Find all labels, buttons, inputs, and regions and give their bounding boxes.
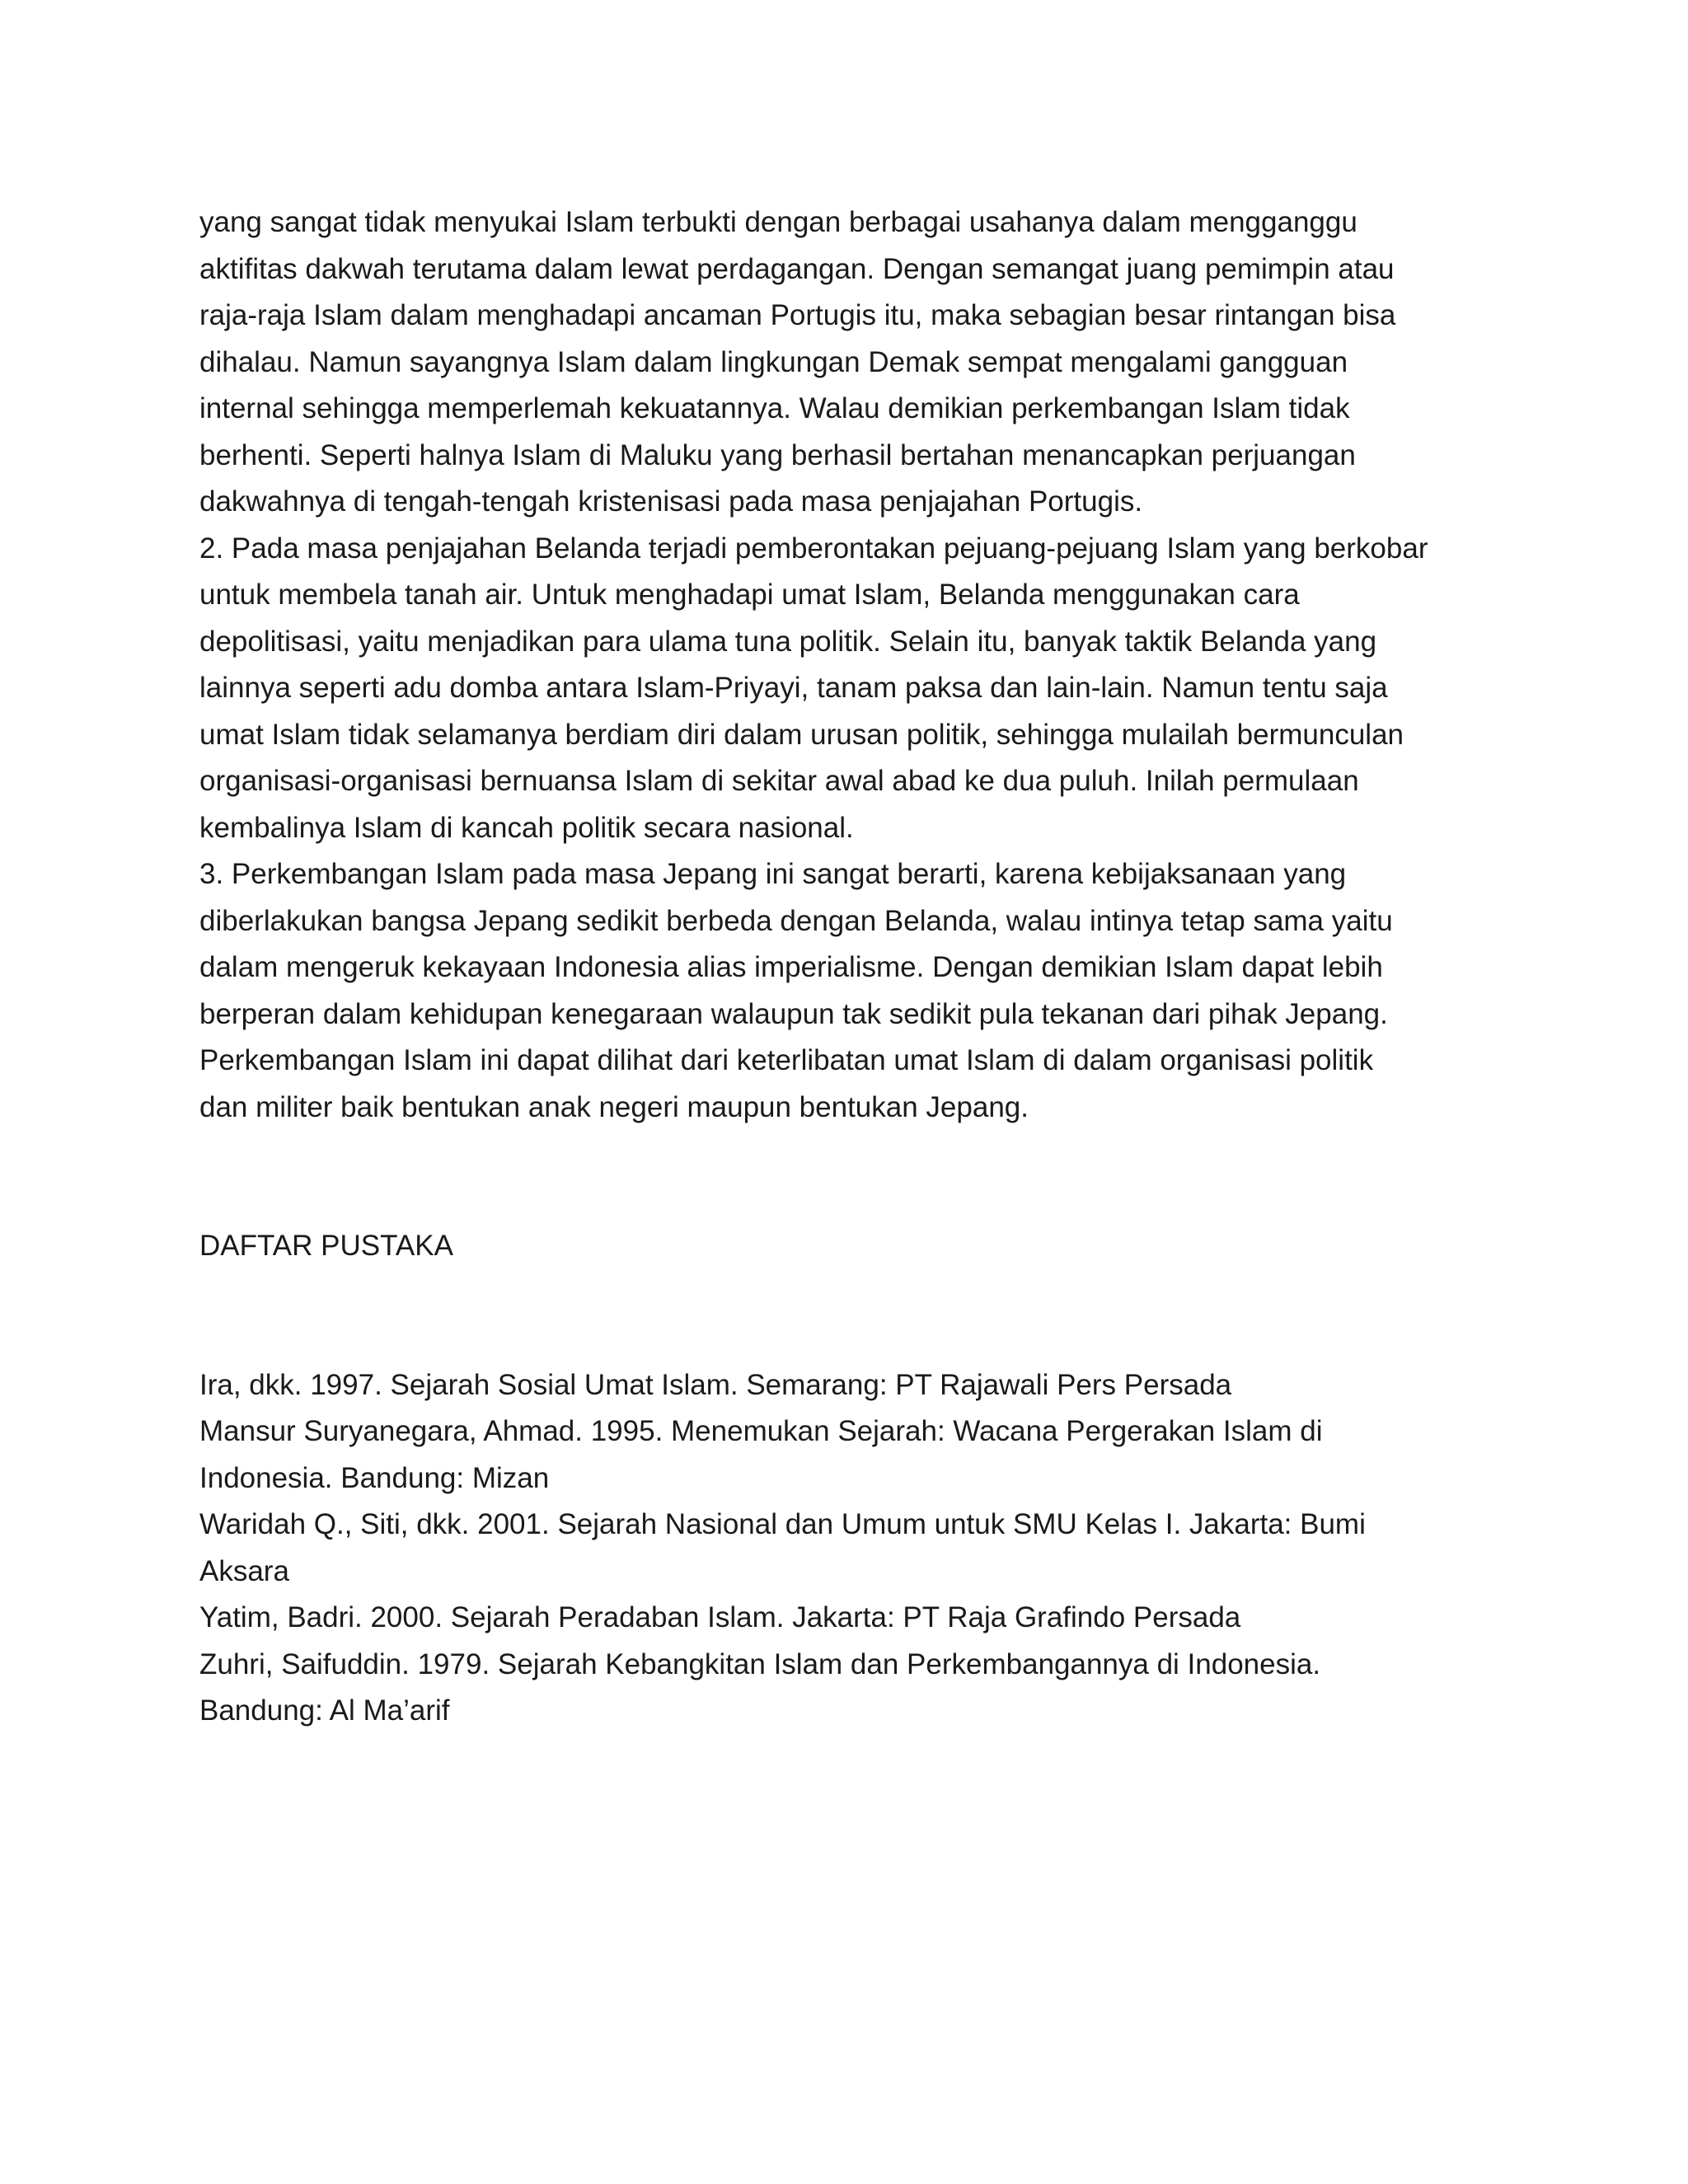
paragraph-line: untuk membela tanah air. Untuk menghadapi umat Islam, Belanda menggunakan cara [199,579,1300,611]
paragraph-line: internal sehingga memperlemah kekuatannya. Walau demikian perkembangan Islam tidak [199,392,1350,424]
paragraph-line: dalam mengeruk kekayaan Indonesia alias imperialisme. Dengan demikian Islam dapat lebih [199,951,1383,983]
paragraph-line: kembalinya Islam di kancah politik secara nasional. [199,811,854,844]
paragraph-line: organisasi-organisasi bernuansa Islam di sekitar awal abad ke dua puluh. Inilah permulaan [199,765,1359,797]
paragraph-line: 3. Perkembangan Islam pada masa Jepang ini sangat berarti, karena kebijaksanaan yang [199,858,1347,890]
paragraph-line: dihalau. Namun sayangnya Islam dalam lingkungan Demak sempat mengalami gangguan [199,345,1348,378]
reference-line: Yatim, Badri. 2000. Sejarah Peradaban Islam. Jakarta: PT Raja Grafindo Persada [199,1601,1241,1633]
page-content [199,199,1502,1735]
paragraph-line: Perkembangan Islam ini dapat dilihat dari keterlibatan umat Islam di dalam organisasi politik [199,1044,1374,1076]
reference-line: Mansur Suryanegara, Ahmad. 1995. Menemukan Sejarah: Wacana Pergerakan Islam di [199,1415,1323,1447]
reference-line: Aksara [199,1554,289,1587]
paragraph-line: aktifitas dakwah terutama dalam lewat perdagangan. Dengan semangat juang pemimpin atau [199,252,1395,285]
point-2-paragraph [199,526,1502,852]
paragraph-line: dakwahnya di tengah-tengah kristenisasi pada masa penjajahan Portugis. [199,485,1143,518]
bibliography-heading: DAFTAR PUSTAKA [199,1230,453,1262]
intro-paragraph [199,199,1502,526]
paragraph-line: berhenti. Seperti halnya Islam di Maluku yang berhasil bertahan menancapkan perjuangan [199,438,1356,471]
paragraph-line: dan militer baik bentukan anak negeri maupun bentukan Jepang. [199,1090,1029,1123]
paragraph-line: umat Islam tidak selamanya berdiam diri dalam urusan politik, sehingga mulailah bermunculan [199,718,1404,751]
paragraph-line: lainnya seperti adu domba antara Islam-Priyayi, tanam paksa dan lain-lain. Namun tentu saja [199,672,1388,704]
paragraph-line: berperan dalam kehidupan kenegaraan walaupun tak sedikit pula tekanan dari pihak Jepang. [199,997,1388,1030]
point-3-paragraph [199,851,1502,1131]
reference-line: Zuhri, Saifuddin. 1979. Sejarah Kebangkitan Islam dan Perkembangannya di Indonesia. [199,1647,1321,1680]
paragraph-line: raja-raja Islam dalam menghadapi ancaman Portugis itu, maka sebagian besar rintangan bisa [199,299,1396,331]
reference-line: Bandung: Al Ma’arif [199,1694,450,1727]
paragraph-line: diberlakukan bangsa Jepang sedikit berbeda dengan Belanda, walau intinya tetap sama yaitu [199,904,1393,937]
reference-line: Indonesia. Bandung: Mizan [199,1461,550,1494]
reference-line: Waridah Q., Siti, dkk. 2001. Sejarah Nasional dan Umum untuk SMU Kelas I. Jakarta: Bumi [199,1508,1366,1540]
paragraph-line: depolitisasi, yaitu menjadikan para ulama tuna politik. Selain itu, banyak taktik Belanda yang [199,625,1377,658]
bibliography-list [199,1362,1502,1735]
reference-line: Ira, dkk. 1997. Sejarah Sosial Umat Islam. Semarang: PT Rajawali Pers Persada [199,1368,1232,1401]
paragraph-line: 2. Pada masa penjajahan Belanda terjadi pemberontakan pejuang-pejuang Islam yang berkobar [199,532,1428,565]
paragraph-line: yang sangat tidak menyukai Islam terbukti dengan berbagai usahanya dalam mengganggu [199,206,1357,238]
